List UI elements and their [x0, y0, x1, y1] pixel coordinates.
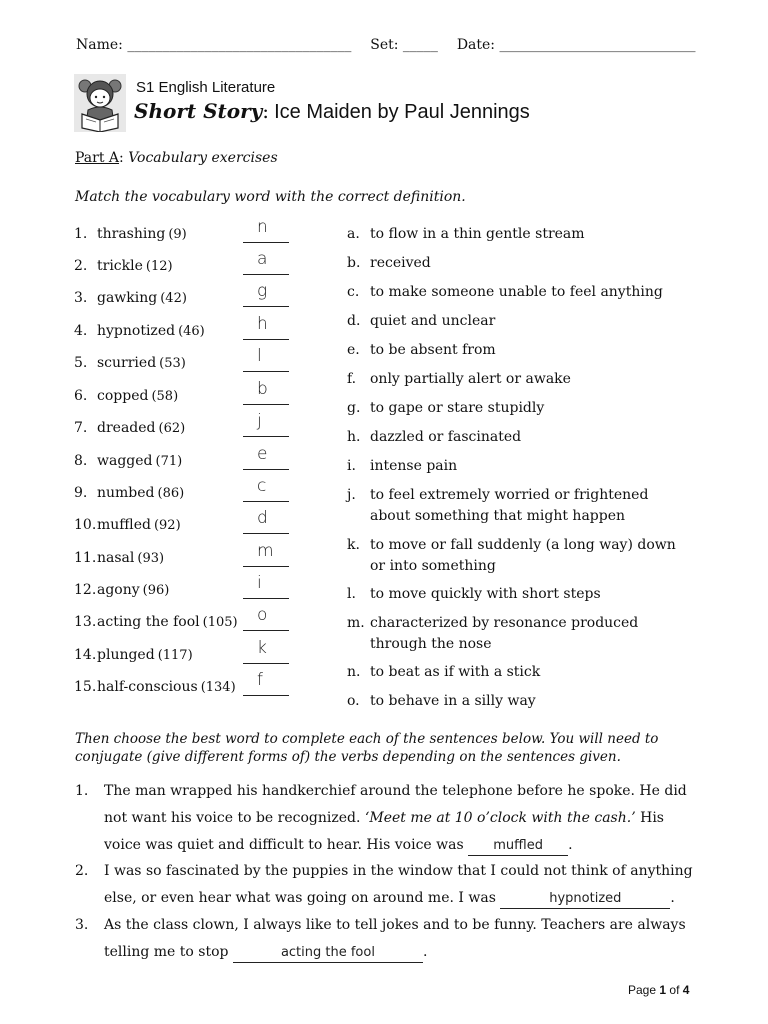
story-title-text: Ice Maiden by Paul Jennings [274, 101, 530, 123]
answer-text: h [257, 314, 268, 334]
definition-letter: c. [347, 284, 360, 300]
course-title: S1 English Literature [136, 79, 276, 96]
vocab-item [74, 614, 238, 634]
vocab-item [74, 258, 173, 278]
vocab-number: 5. [74, 355, 88, 371]
vocab-page-ref: (71) [155, 454, 183, 469]
vocab-page-ref: (46) [178, 324, 205, 339]
answer-text: g [257, 281, 268, 301]
vocab-item [74, 355, 186, 375]
answer-blank[interactable] [243, 508, 289, 534]
definition-letter: k. [347, 537, 360, 553]
vocab-item [74, 388, 178, 408]
vocab-number: 10. [74, 517, 97, 533]
story-title [134, 99, 530, 124]
vocab-word: scurried [97, 355, 157, 371]
vocab-page-ref: (96) [142, 583, 170, 598]
vocab-page-ref: (92) [153, 518, 181, 533]
sentence-answer-blank[interactable]: acting the fool [233, 944, 423, 963]
answer-text: k [257, 638, 267, 658]
vocab-item [74, 323, 205, 343]
vocab-number: 8. [74, 453, 88, 469]
sentence-instructions: Then choose the best word to complete each of the sentences below. You will need to conjugate (give different forms of) the verbs depending on the sentences given. [75, 731, 659, 765]
definition-text: intense pain [370, 458, 458, 474]
sentence-middle: His voice was quiet and difficult to hear. His voice was [104, 810, 664, 853]
vocab-page-ref: (105) [202, 615, 238, 630]
vocab-word: nasal [97, 550, 135, 566]
sentence-number: 3. [75, 917, 89, 933]
vocab-word: half-conscious [97, 679, 198, 695]
match-instructions: Match the vocabulary word with the correct definition. [75, 189, 466, 205]
answer-blank[interactable] [243, 638, 289, 664]
page-word: Page [628, 983, 657, 997]
vocab-word: acting the fool [97, 614, 200, 630]
vocab-word: thrashing [97, 226, 166, 242]
sentence-answer-blank[interactable]: muffled [468, 837, 568, 856]
definition-text: dazzled or fascinated [370, 429, 522, 445]
vocab-number: 13. [74, 614, 97, 630]
answer-blank[interactable] [243, 541, 289, 567]
answer-text: a [257, 249, 268, 269]
part-a-subtitle: Vocabulary exercises [128, 150, 278, 166]
sentence-answer-blank[interactable]: hypnotized [500, 890, 670, 909]
vocab-word: hypnotized [97, 323, 176, 339]
sentence-text [104, 778, 704, 859]
answer-text: b [257, 379, 268, 399]
vocab-number: 15. [74, 679, 97, 695]
current-page: 1 [659, 983, 667, 997]
vocab-word: trickle [97, 258, 143, 274]
vocab-word: copped [97, 388, 149, 404]
vocab-number: 12. [74, 582, 97, 598]
answer-blank[interactable] [243, 379, 289, 405]
vocab-page-ref: (53) [159, 356, 186, 371]
vocab-word: agony [97, 582, 140, 598]
answer-blank[interactable] [243, 605, 289, 631]
vocab-item [74, 647, 193, 667]
vocab-page-ref: (58) [151, 389, 179, 404]
vocab-number: 1. [74, 226, 88, 242]
vocab-page-ref: (42) [160, 291, 187, 306]
answer-text: m [257, 541, 274, 561]
vocab-word: plunged [97, 647, 155, 663]
definition-letter: a. [347, 226, 360, 242]
definition-letter: j. [347, 487, 356, 503]
definition-text: only partially alert or awake [370, 371, 571, 387]
vocab-page-ref: (93) [137, 551, 165, 566]
part-a-label: Part A [75, 150, 120, 166]
vocab-page-ref: (134) [200, 680, 236, 695]
reading-girl-icon [74, 74, 126, 132]
answer-text: e [257, 444, 268, 464]
sentence-before: As the class clown, I always like to tell jokes and to be funny. Teachers are always telling me to stop [104, 917, 686, 960]
sentence-before: I was so fascinated by the puppies in the window that I could not think of anything else, or even hear what was going on around me. I was [104, 863, 693, 906]
part-a-colon: : [119, 150, 124, 166]
definition-text: to move quickly with short steps [370, 586, 601, 602]
answer-blank[interactable] [243, 249, 289, 275]
vocab-number: 9. [74, 485, 88, 501]
vocab-word: gawking [97, 290, 158, 306]
vocab-page-ref: (12) [145, 259, 173, 274]
vocab-number: 2. [74, 258, 88, 274]
sentence-number: 2. [75, 863, 89, 879]
answer-text: o [257, 605, 268, 625]
sentence-end: . [422, 944, 428, 960]
sentence-before: The man wrapped his handkerchief around the telephone before he spoke. He did not want his voice to be recognized. [104, 783, 687, 826]
answer-blank[interactable] [243, 670, 289, 696]
vocab-number: 14. [74, 647, 97, 663]
definition-text: quiet and unclear [370, 313, 496, 329]
definition-text: to flow in a thin gentle stream [370, 226, 585, 242]
definition-text: to be absent from [370, 342, 496, 358]
definition-letter: g. [347, 400, 361, 416]
definition-letter: b. [347, 255, 361, 271]
definition-text: to beat as if with a stick [370, 664, 541, 680]
sentence-end: . [670, 890, 675, 906]
answer-text: i [257, 573, 262, 593]
answer-blank[interactable] [243, 444, 289, 470]
answer-blank[interactable] [243, 476, 289, 502]
answer-blank[interactable] [243, 573, 289, 599]
definition-text: to feel extremely worried or frightened about something that might happen [370, 487, 649, 524]
vocab-item [74, 420, 185, 440]
answer-blank[interactable] [243, 411, 289, 437]
answer-text: n [257, 217, 268, 237]
page-indicator [628, 983, 689, 997]
definition-letter: o. [347, 693, 360, 709]
date-field[interactable]: Date: ____________________________ [456, 37, 696, 53]
set-field[interactable]: Set: _____ [370, 37, 438, 53]
answer-text: l [257, 346, 262, 366]
vocab-word: numbed [97, 485, 155, 501]
vocab-item [74, 550, 164, 570]
definition-text: to make someone unable to feel anything [370, 284, 663, 300]
definition-letter: d. [347, 313, 361, 329]
definition-letter: m. [347, 615, 365, 631]
vocab-item [74, 226, 187, 246]
vocab-number: 7. [74, 420, 88, 436]
definition-text: to gape or stare stupidly [370, 400, 545, 416]
definition-letter: n. [347, 664, 361, 680]
sentence-text [104, 858, 704, 912]
sentence-number: 1. [75, 783, 89, 799]
vocab-number: 6. [74, 388, 88, 404]
sentence-text [104, 912, 704, 966]
definition-text: to behave in a silly way [370, 693, 536, 709]
answer-blank[interactable] [243, 314, 289, 340]
vocab-page-ref: (117) [157, 648, 193, 663]
vocab-item [74, 517, 181, 537]
answer-text: j [257, 411, 262, 431]
vocab-page-ref: (62) [158, 421, 186, 436]
definition-letter: e. [347, 342, 360, 358]
sentence-end: . [568, 837, 573, 853]
student-info-line [76, 37, 696, 53]
vocab-number: 3. [74, 290, 88, 306]
answer-text: d [257, 508, 268, 528]
vocab-item [74, 679, 236, 699]
vocab-item [74, 485, 184, 505]
vocab-word: wagged [97, 453, 153, 469]
answer-text: c [257, 476, 267, 496]
vocab-number: 11. [74, 550, 97, 566]
answer-blank[interactable] [243, 346, 289, 372]
definition-letter: i. [347, 458, 356, 474]
vocab-word: dreaded [97, 420, 156, 436]
answer-text: f [257, 670, 263, 690]
vocab-number: 4. [74, 323, 88, 339]
vocab-item [74, 582, 169, 602]
definition-text: characterized by resonance produced through the nose [370, 615, 639, 652]
definition-text: received [370, 255, 431, 271]
answer-blank[interactable] [243, 217, 289, 243]
sentence-quote: ‘Meet me at 10 o’clock with the cash.’ [364, 810, 636, 826]
vocab-page-ref: (9) [168, 227, 187, 242]
definition-letter: h. [347, 429, 361, 445]
definition-text: to move or fall suddenly (a long way) down or into something [370, 537, 676, 574]
definition-letter: f. [347, 371, 357, 387]
total-pages: 4 [682, 983, 690, 997]
part-a-heading [75, 150, 278, 166]
name-field[interactable]: Name: ________________________________ [76, 37, 352, 53]
of-word: of [669, 983, 680, 997]
story-title-label: Short Story [134, 99, 263, 123]
vocab-word: muffled [97, 517, 151, 533]
answer-blank[interactable] [243, 281, 289, 307]
vocab-page-ref: (86) [157, 486, 185, 501]
vocab-item [74, 290, 187, 310]
story-title-colon: : [262, 99, 269, 123]
vocab-item [74, 453, 182, 473]
definition-letter: l. [347, 586, 356, 602]
